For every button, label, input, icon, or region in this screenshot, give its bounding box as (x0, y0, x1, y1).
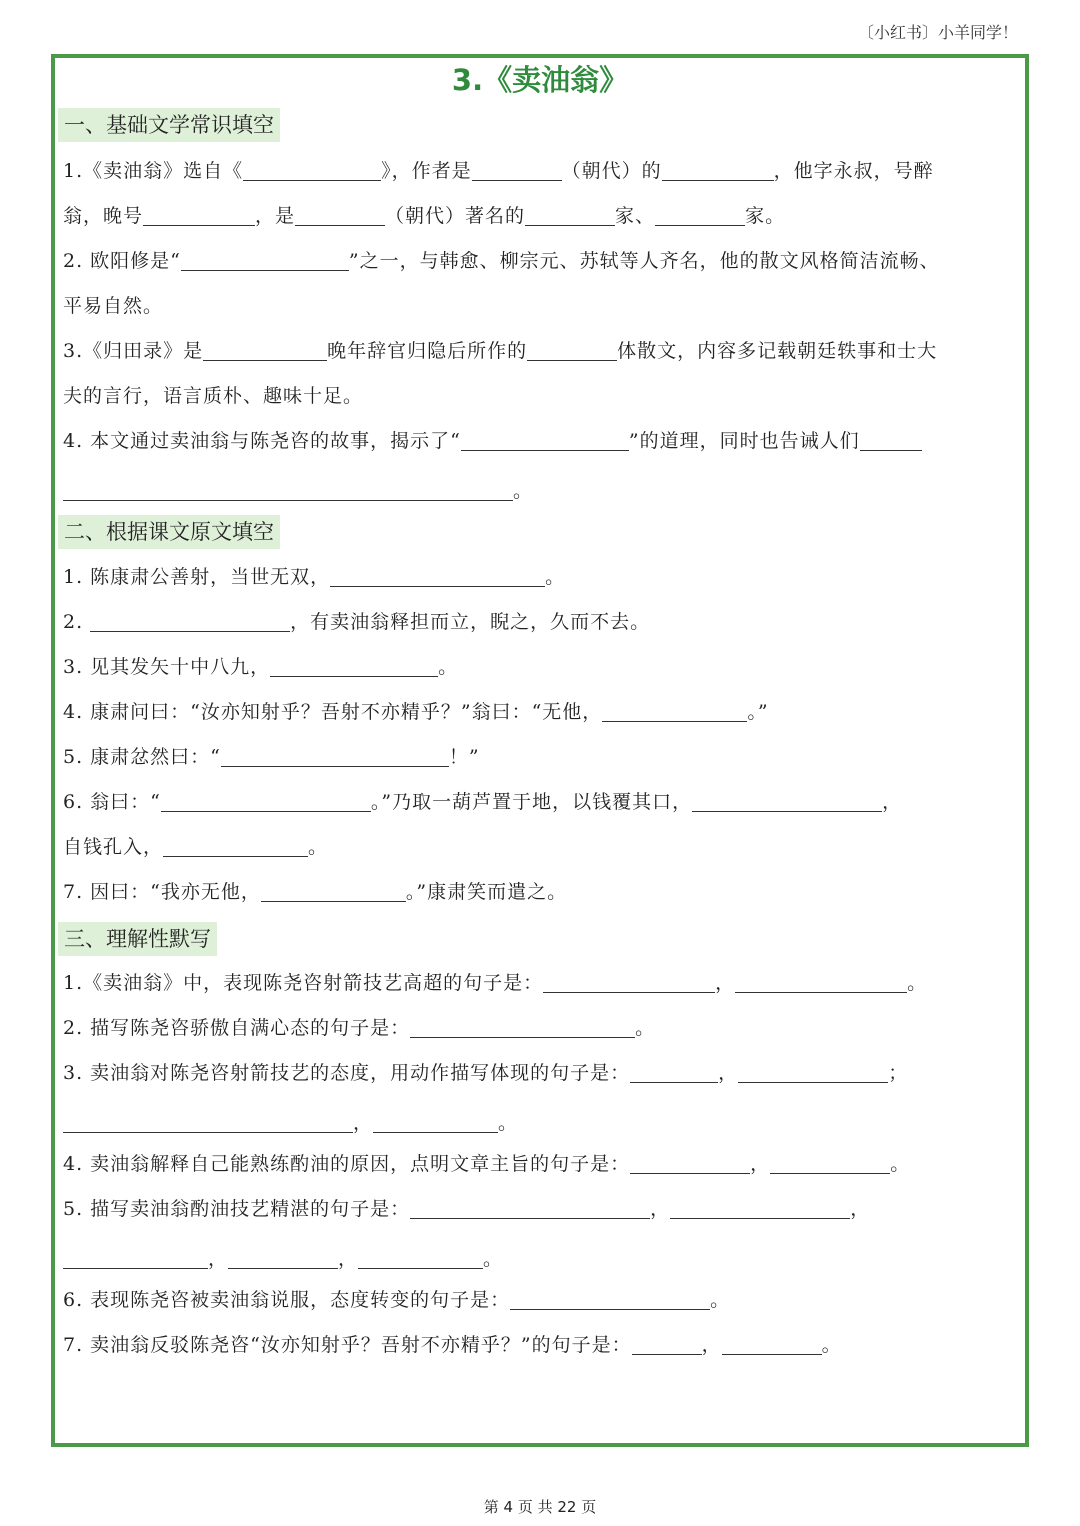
answer-blank[interactable] (543, 970, 715, 993)
answer-blank[interactable] (722, 1332, 822, 1355)
question-line: 1.《卖油翁》选自《 》，作者是 （朝代）的 ，他字永叔，号醉 (63, 160, 934, 182)
question-line: 3. 见其发矢十中八九， 。 (63, 656, 459, 678)
answer-blank[interactable] (527, 338, 617, 361)
question-line: 1.《卖油翁》中，表现陈尧咨射箭技艺高超的句子是： ， 。 (63, 972, 928, 994)
answer-blank[interactable] (472, 158, 562, 181)
page-number: 第 4 页 共 22 页 (483, 1498, 597, 1516)
question-line: 2. ，有卖油翁释担而立，睨之，久而不去。 (63, 611, 651, 633)
answer-blank[interactable] (735, 970, 907, 993)
answer-blank[interactable] (525, 203, 615, 226)
answer-blank[interactable] (602, 699, 747, 722)
answer-blank[interactable] (630, 1151, 750, 1174)
answer-blank[interactable] (632, 1332, 702, 1355)
question-line: 3.《归田录》是 晚年辞官归隐后所作的 体散文，内容多记载朝廷轶事和士大 (63, 340, 938, 362)
question-line: 4. 卖油翁解释自己能熟练酌油的原因，点明文章主旨的句子是： ， 。 (63, 1153, 911, 1175)
question-line: 4. 本文通过卖油翁与陈尧咨的故事，揭示了“ ”的道理，同时也告诫人们 (63, 426, 922, 456)
question-line: 5. 描写卖油翁酌油技艺精湛的句子是： ， ， (63, 1198, 871, 1220)
question-line: 。 (63, 476, 533, 506)
question-line: 3. 卖油翁对陈尧咨射箭技艺的态度，用动作描写体现的句子是： ， ； (63, 1062, 909, 1084)
answer-blank[interactable] (655, 203, 745, 226)
answer-blank[interactable] (261, 879, 406, 902)
answer-blank[interactable] (143, 203, 255, 226)
question-line: 6. 翁曰：“ 。”乃取一葫芦置于地，以钱覆其口， ， (63, 791, 903, 813)
question-line: 4. 康肃问曰：“汝亦知射乎？吾射不亦精乎？”翁曰：“无他， 。” (63, 701, 769, 723)
question-line: 2. 欧阳修是“ ”之一，与韩愈、柳宗元、苏轼等人齐名，他的散文风格简洁流畅、 (63, 250, 940, 272)
answer-blank[interactable] (662, 158, 774, 181)
answer-blank[interactable] (410, 1196, 650, 1219)
question-line: 7. 因曰：“我亦无他， 。”康肃笑而遣之。 (63, 881, 568, 903)
answer-blank[interactable] (738, 1060, 888, 1083)
answer-blank[interactable] (221, 744, 449, 767)
answer-blank[interactable] (330, 564, 545, 587)
question-line: ， 。 (63, 1108, 518, 1138)
answer-blank[interactable] (373, 1110, 498, 1133)
question-line: 5. 康肃忿然曰：“ ！” (63, 746, 480, 768)
question-line: 夫的言行，语言质朴、趣味十足。 (63, 385, 364, 407)
answer-blank[interactable] (860, 428, 922, 451)
question-line: 平易自然。 (63, 295, 164, 317)
answer-blank[interactable] (670, 1196, 850, 1219)
question-line: 2. 描写陈尧咨骄傲自满心态的句子是： 。 (63, 1017, 656, 1039)
source-watermark: 〔小红书〕小羊同学！ (857, 23, 1018, 42)
question-line: 7. 卖油翁反驳陈尧咨“汝亦知射乎？吾射不亦精乎？”的句子是： ， 。 (63, 1334, 842, 1356)
question-line: 自钱孔入， 。 (63, 836, 329, 858)
answer-blank[interactable] (163, 834, 308, 857)
question-line: ， ， 。 (63, 1244, 503, 1274)
answer-blank[interactable] (63, 1110, 353, 1133)
answer-blank[interactable] (630, 1060, 718, 1083)
question-line: 6. 表现陈尧咨被卖油翁说服，态度转变的句子是： 。 (63, 1289, 731, 1311)
answer-blank[interactable] (243, 158, 381, 181)
page-title: 3.《卖油翁》 (451, 63, 629, 97)
section-heading-basic-knowledge: 一、基础文学常识填空 (58, 108, 280, 142)
section-heading-text-fill: 二、根据课文原文填空 (58, 515, 280, 549)
answer-blank[interactable] (228, 1246, 338, 1269)
question-line: 翁，晚号 ，是 （朝代）著名的 家、 家。 (63, 205, 786, 227)
answer-blank[interactable] (63, 478, 513, 501)
answer-blank[interactable] (181, 248, 349, 271)
answer-blank[interactable] (461, 428, 629, 451)
answer-blank[interactable] (161, 789, 371, 812)
answer-blank[interactable] (203, 338, 327, 361)
question-line: 1. 陈康肃公善射，当世无双， 。 (63, 566, 566, 588)
answer-blank[interactable] (63, 1246, 208, 1269)
answer-blank[interactable] (770, 1151, 890, 1174)
answer-blank[interactable] (270, 654, 438, 677)
answer-blank[interactable] (692, 789, 882, 812)
answer-blank[interactable] (90, 609, 290, 632)
answer-blank[interactable] (358, 1246, 483, 1269)
answer-blank[interactable] (510, 1287, 710, 1310)
answer-blank[interactable] (295, 203, 385, 226)
section-heading-comprehension: 三、理解性默写 (58, 922, 217, 956)
answer-blank[interactable] (410, 1015, 635, 1038)
